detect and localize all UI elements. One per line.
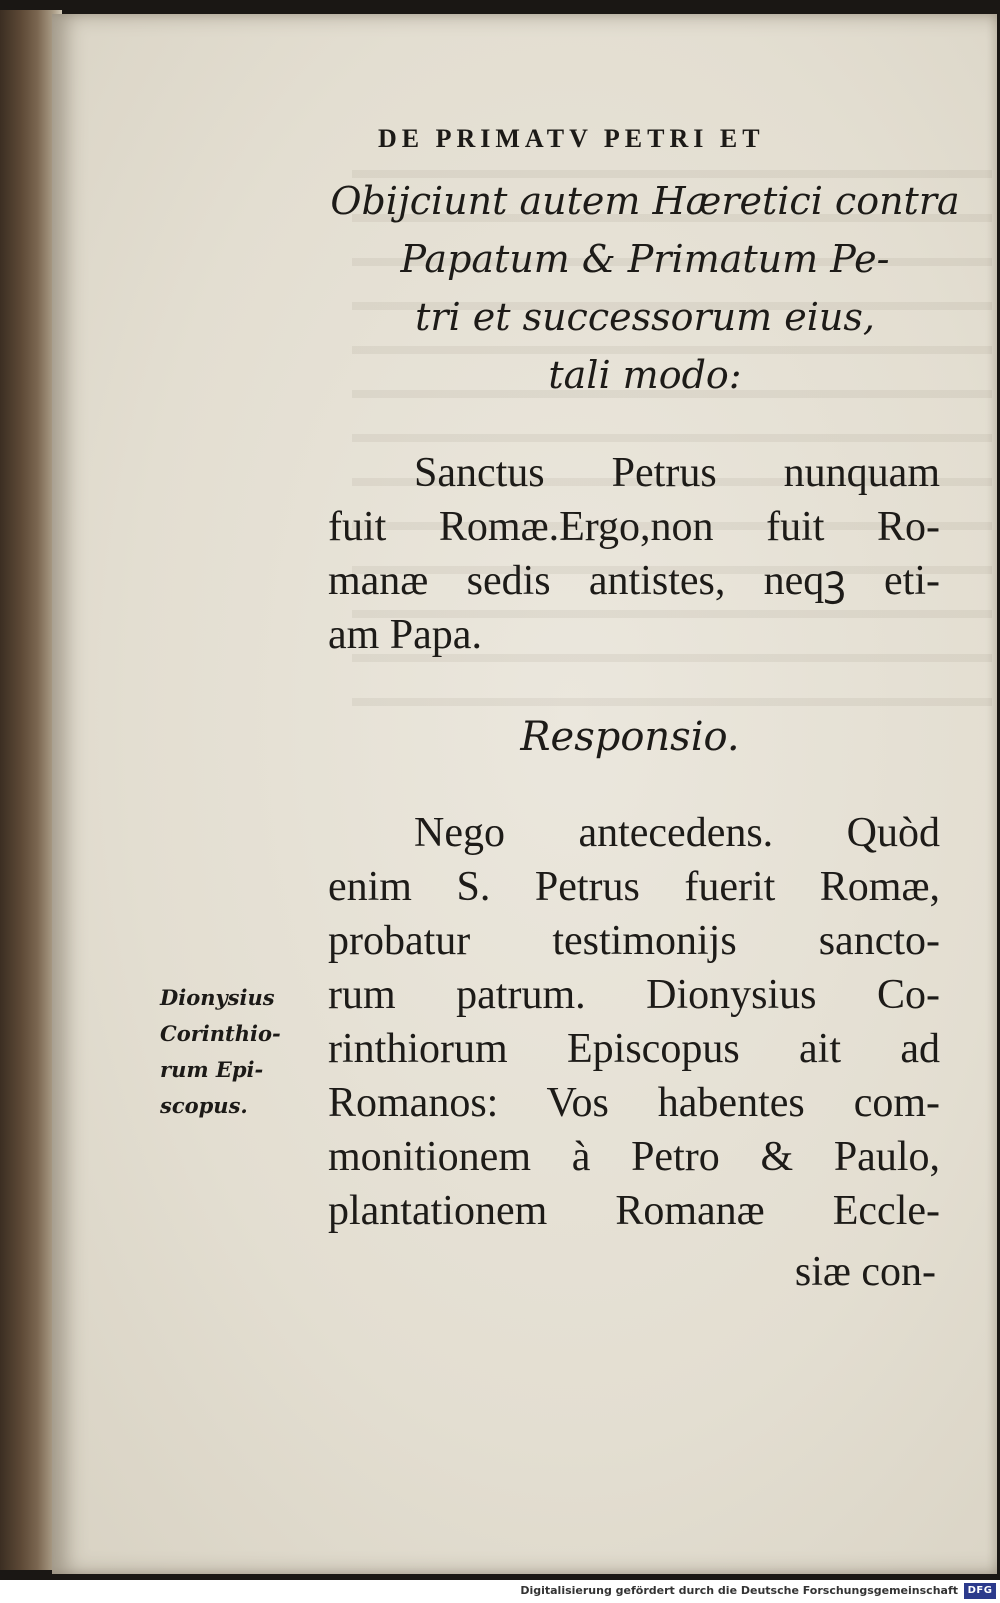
objection-heading-line: Obijciunt autem Hæretici contra (330, 179, 960, 223)
text-line: monitionem à Petro & Paulo, (328, 1134, 940, 1180)
text-line: rinthiorum Episcopus ait ad (328, 1026, 940, 1072)
text-line: Nego antecedens. Quòd (414, 810, 940, 856)
text-line: enim S. Petrus fuerit Romæ, (328, 864, 940, 910)
text-line: Sanctus Petrus nunquam (414, 450, 940, 496)
text-line: rum patrum. Dionysius Co- (328, 972, 940, 1018)
paragraph-objection (328, 446, 940, 662)
running-head: DE PRIMATV PETRI ET (378, 124, 765, 153)
marginal-note-line: Dionysius (160, 985, 275, 1010)
objection-heading-line: tri et successorum eius, (415, 295, 875, 339)
responsio-heading: Responsio. (520, 714, 740, 760)
paragraph-response (328, 806, 940, 1238)
text-line: am Papa. (328, 612, 482, 658)
marginal-note (160, 980, 320, 1124)
objection-heading-line: Papatum & Primatum Pe- (400, 237, 890, 281)
objection-heading (320, 172, 970, 404)
footer-credit-text: Digitalisierung gefördert durch die Deutsche Forschungsgemeinschaft (520, 1584, 958, 1597)
marginal-note-line: rum Epi- (160, 1057, 264, 1082)
objection-heading-line: tali modo: (548, 353, 742, 397)
text-line: Romanos: Vos habentes com- (328, 1080, 940, 1126)
digitization-footer (0, 1580, 1000, 1603)
marginal-note-line: scopus. (160, 1093, 248, 1118)
dfg-logo: DFG (964, 1583, 996, 1599)
text-line: fuit Romæ.Ergo,non fuit Ro- (328, 504, 940, 550)
catchword: siæ con- (794, 1249, 936, 1295)
text-line: plantationem Romanæ Eccle- (328, 1188, 940, 1234)
text-line: manæ sedis antistes, neqꝫ eti- (328, 558, 940, 604)
marginal-note-line: Corinthio- (160, 1021, 281, 1046)
text-line: probatur testimonijs sancto- (328, 918, 940, 964)
